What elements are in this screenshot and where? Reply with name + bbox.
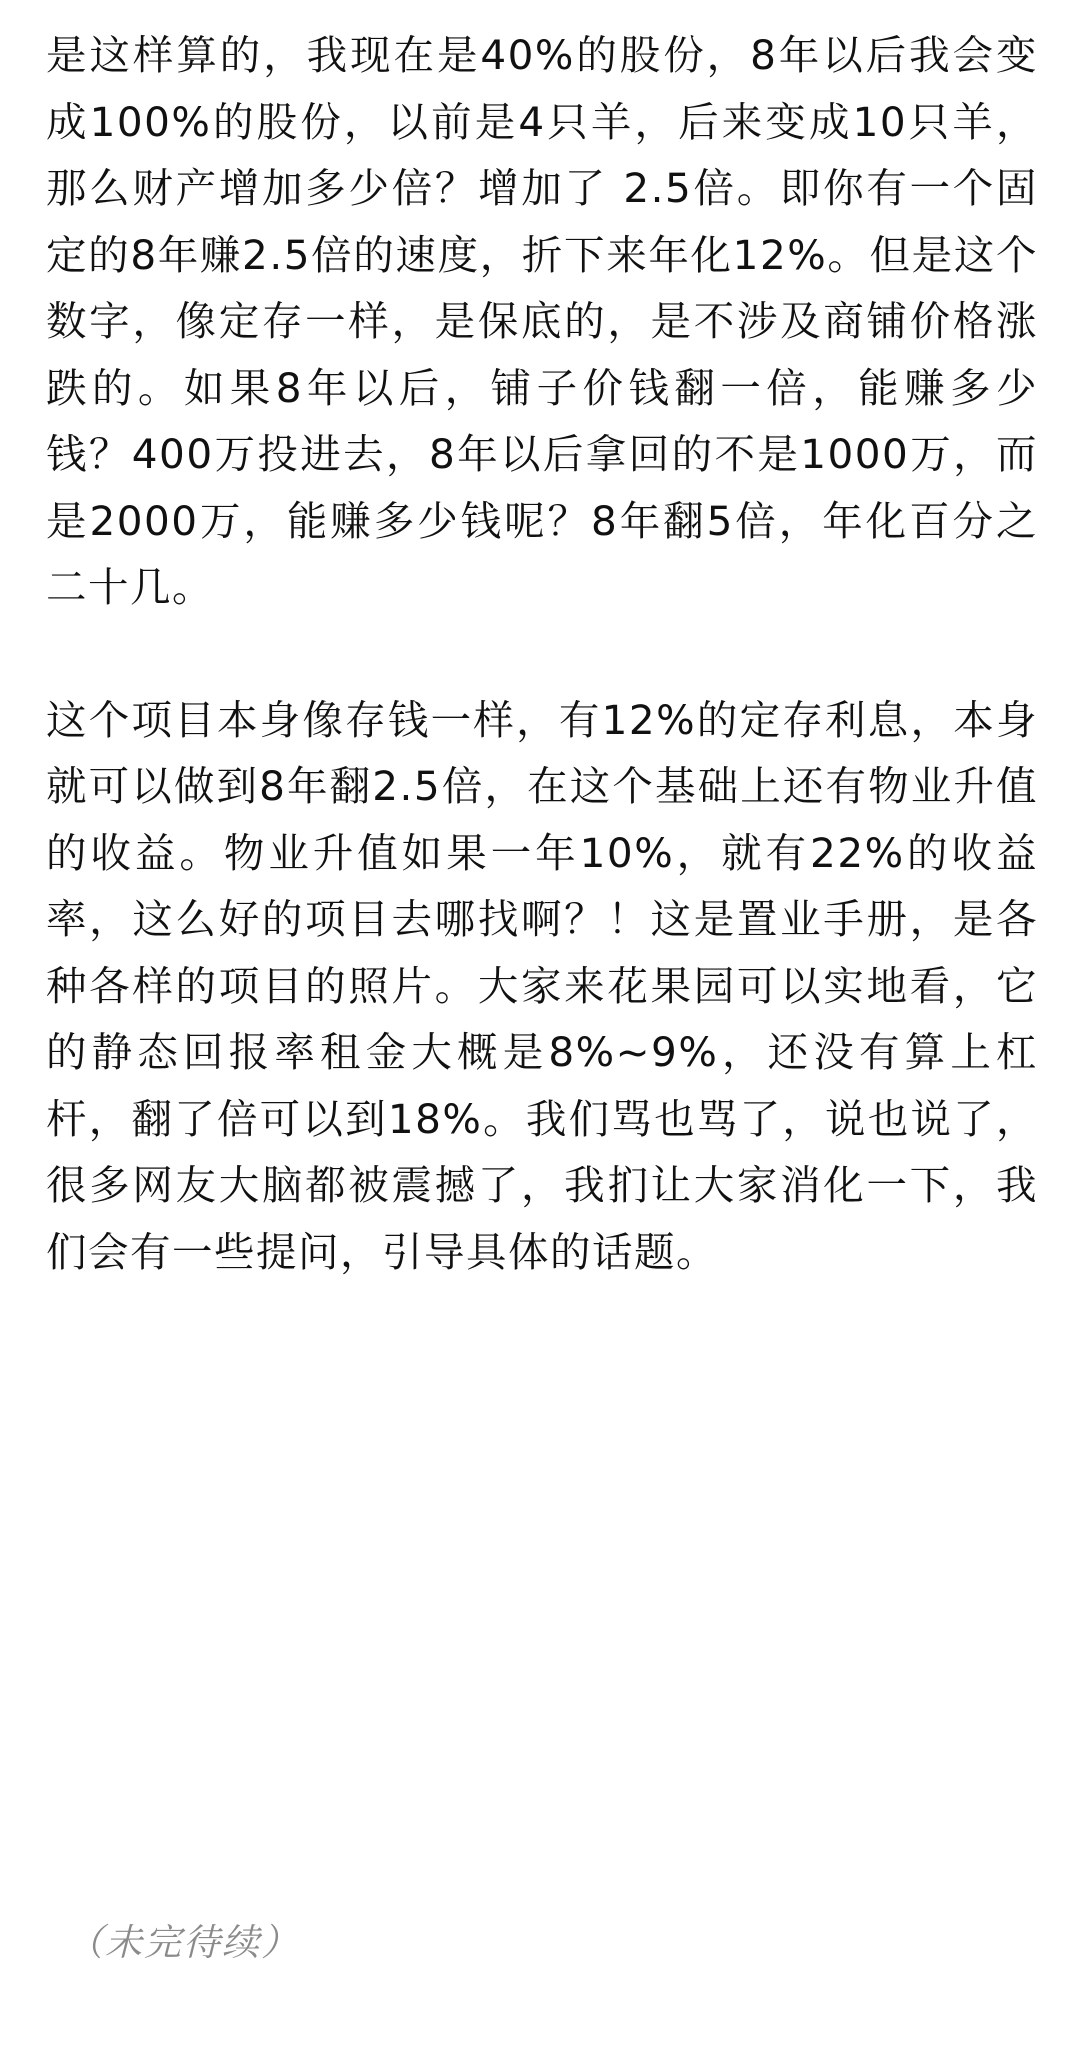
to-be-continued-note: （未完待续） — [66, 1921, 300, 1964]
paragraph-2: 这个项目本身像存钱一样，有12%的定存利息，本身就可以做到8年翻2.5倍，在这个基础上还有物业升值的收益。物业升值如果一年10%，就有22%的收益率，这么好的项目去哪找啊？！这是置业手册，是各种各样的项目的照片。大家来花果园可以实地看，它的静态回报率租金大概是8%~9%，还没有算上杠杆，翻了倍可以到18%。我们骂也骂了，说也说了，很多网友大脑都被震撼了，我扪让大家消化一下，我们会有一些提问，引导具体的话题。 — [46, 695, 1038, 1276]
article-body — [46, 22, 1038, 1285]
paragraph-1: 是这样算的，我现在是40%的股份，8年以后我会变成100%的股份，以前是4只羊，后来变成10只羊，那么财产增加多少倍？增加了 2.5倍。即你有一个固定的8年赚2.5倍的速度，折下来年化12%。但是这个数字，像定存一样，是保底的，是不涉及商铺价格涨跌的。如果8年以后，铺子价钱翻一倍，能赚多少钱？400万投进去，8年以后拿回的不是1000万，而是2000万，能赚多少钱呢？8年翻5倍，年化百分之二十几。 — [46, 31, 1038, 611]
